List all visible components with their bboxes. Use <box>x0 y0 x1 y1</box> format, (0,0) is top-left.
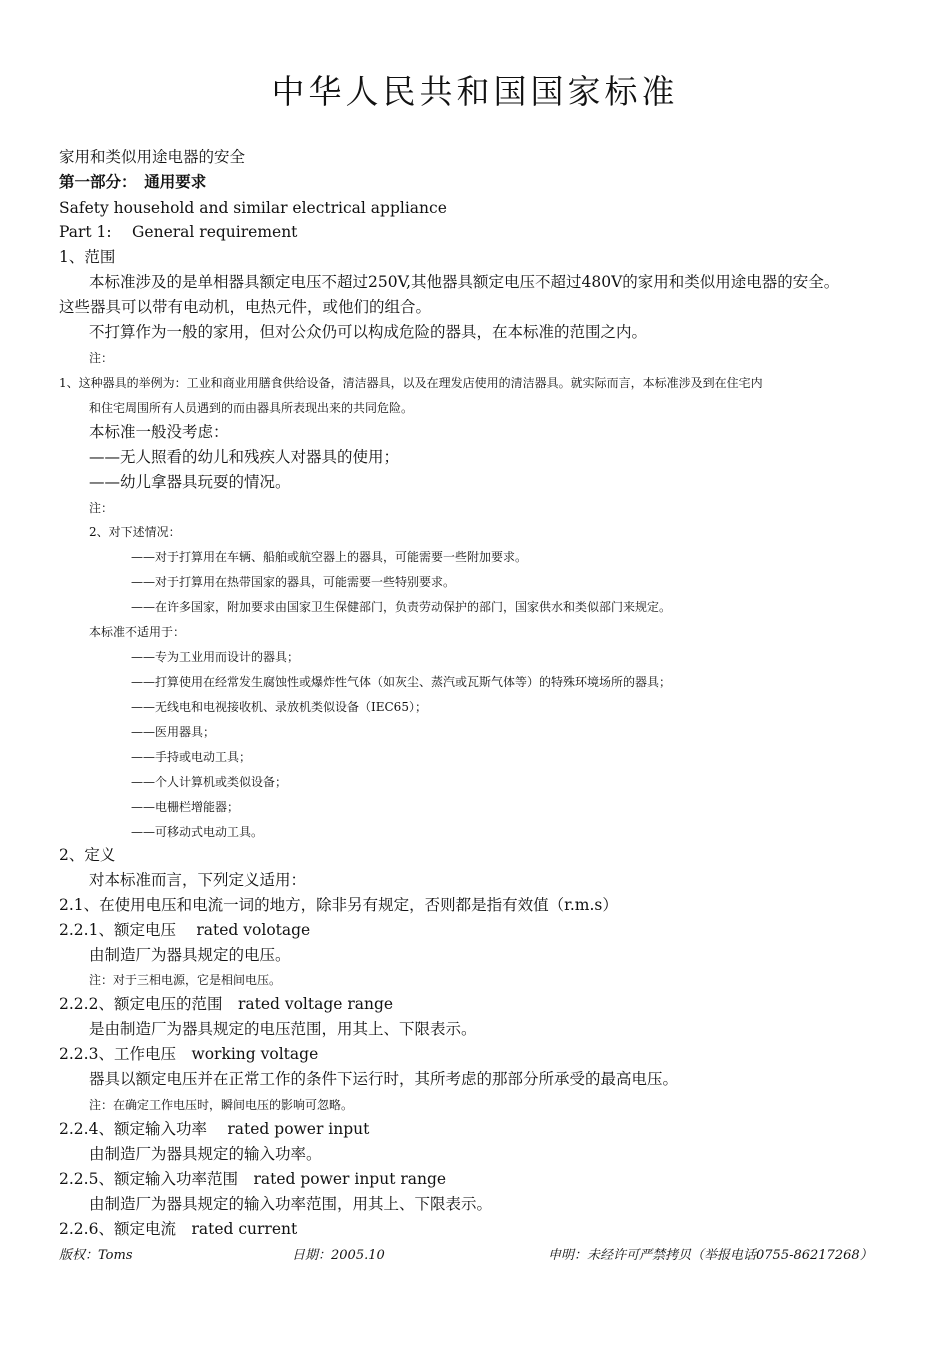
paragraph-line: 这些器具可以带有电动机，电热元件，或他们的组合。 <box>59 298 432 316</box>
footer-statement: 申明：未经许可严禁拷贝（举报电话0755-86217268） <box>548 1248 873 1263</box>
definition-text: 由制造厂为器具规定的输入功率。 <box>89 1145 322 1163</box>
definition-heading: 2.2.1、额定电压 rated volotage <box>59 921 311 939</box>
list-item: ——专为工业用而设计的器具； <box>131 650 300 664</box>
list-item: ——无线电和电视接收机、录放机类似设备（IEC65）； <box>131 700 427 714</box>
list-item: ——对于打算用在车辆、船舶或航空器上的器具，可能需要一些附加要求。 <box>131 550 528 564</box>
note-line: 1、这种器具的举例为：工业和商业用膳食供给设备，清洁器具，以及在理发店使用的清洁器具。就实际而言，本标准涉及到在住宅内 <box>59 376 763 390</box>
list-item: ——在许多国家，附加要求由国家卫生保健部门，负责劳动保护的部门，国家供水和类似部门来规定。 <box>131 600 672 614</box>
paragraph-line: 本标准一般没考虑： <box>89 423 229 441</box>
document-title: 中华人民共和国国家标准 <box>271 72 679 111</box>
definition-text: 由制造厂为器具规定的输入功率范围，用其上、下限表示。 <box>89 1195 493 1213</box>
section-heading: 1、范围 <box>59 248 116 266</box>
standard-name: 家用和类似用途电器的安全 <box>59 148 246 166</box>
list-item: ——对于打算用在热带国家的器具，可能需要一些特别要求。 <box>131 575 456 589</box>
footer-copyright: 版权：Toms <box>59 1248 133 1263</box>
definition-heading: 2.2.4、额定输入功率 rated power input <box>59 1120 370 1138</box>
definition-heading: 2.2.5、额定输入功率范围 rated power input range <box>59 1170 447 1188</box>
section-heading: 2、定义 <box>59 846 116 864</box>
list-item: ——医用器具； <box>131 725 216 739</box>
definition-heading: 2.2.6、额定电流 rated current <box>59 1220 298 1238</box>
paragraph-line: 本标准涉及的是单相器具额定电压不超过250V,其他器具额定电压不超过480V的家用和类似用途电器的安全。 <box>89 273 840 291</box>
list-item: ——可移动式电动工具。 <box>131 825 264 839</box>
note-line: 注：对于三相电源，它是相间电压。 <box>89 973 282 987</box>
definition-text: 是由制造厂为器具规定的电压范围，用其上、下限表示。 <box>89 1020 477 1038</box>
list-item: ——手持或电动工具； <box>131 750 252 764</box>
english-standard-name: Safety household and similar electrical appliance <box>59 199 447 217</box>
list-item: ——电栅栏增能器； <box>131 800 240 814</box>
definition-text: 由制造厂为器具规定的电压。 <box>89 946 291 964</box>
english-part-title: Part 1: General requirement <box>59 223 298 241</box>
part-title: 第一部分： 通用要求 <box>59 173 207 191</box>
note-line: 注：在确定工作电压时，瞬间电压的影响可忽略。 <box>89 1098 354 1112</box>
paragraph-line: 对本标准而言，下列定义适用： <box>89 871 307 889</box>
note-label: 注： <box>89 351 114 365</box>
list-item: ——幼儿拿器具玩耍的情况。 <box>89 473 291 491</box>
list-item: ——打算使用在经常发生腐蚀性或爆炸性气体（如灰尘、蒸汽或瓦斯气体等）的特殊环境场所的器具； <box>131 675 672 689</box>
definition-heading: 2.2.2、额定电压的范围 rated voltage range <box>59 995 394 1013</box>
note-line: 2、对下述情况： <box>89 525 181 539</box>
footer-date: 日期：2005.10 <box>292 1248 385 1263</box>
list-item: ——无人照看的幼儿和残疾人对器具的使用； <box>89 448 400 466</box>
list-item: ——个人计算机或类似设备； <box>131 775 288 789</box>
note-line: 和住宅周围所有人员遇到的而由器具所表现出来的共同危险。 <box>89 401 414 415</box>
note-label: 注： <box>89 501 114 515</box>
note-line: 本标准不适用于： <box>89 625 186 639</box>
definition-heading: 2.1、在使用电压和电流一词的地方，除非另有规定，否则都是指有效值（r.m.s） <box>59 896 618 914</box>
definition-text: 器具以额定电压并在正常工作的条件下运行时，其所考虑的那部分所承受的最高电压。 <box>89 1070 679 1088</box>
paragraph-line: 不打算作为一般的家用，但对公众仍可以构成危险的器具，在本标准的范围之内。 <box>89 323 648 341</box>
definition-heading: 2.2.3、工作电压 working voltage <box>59 1045 319 1063</box>
